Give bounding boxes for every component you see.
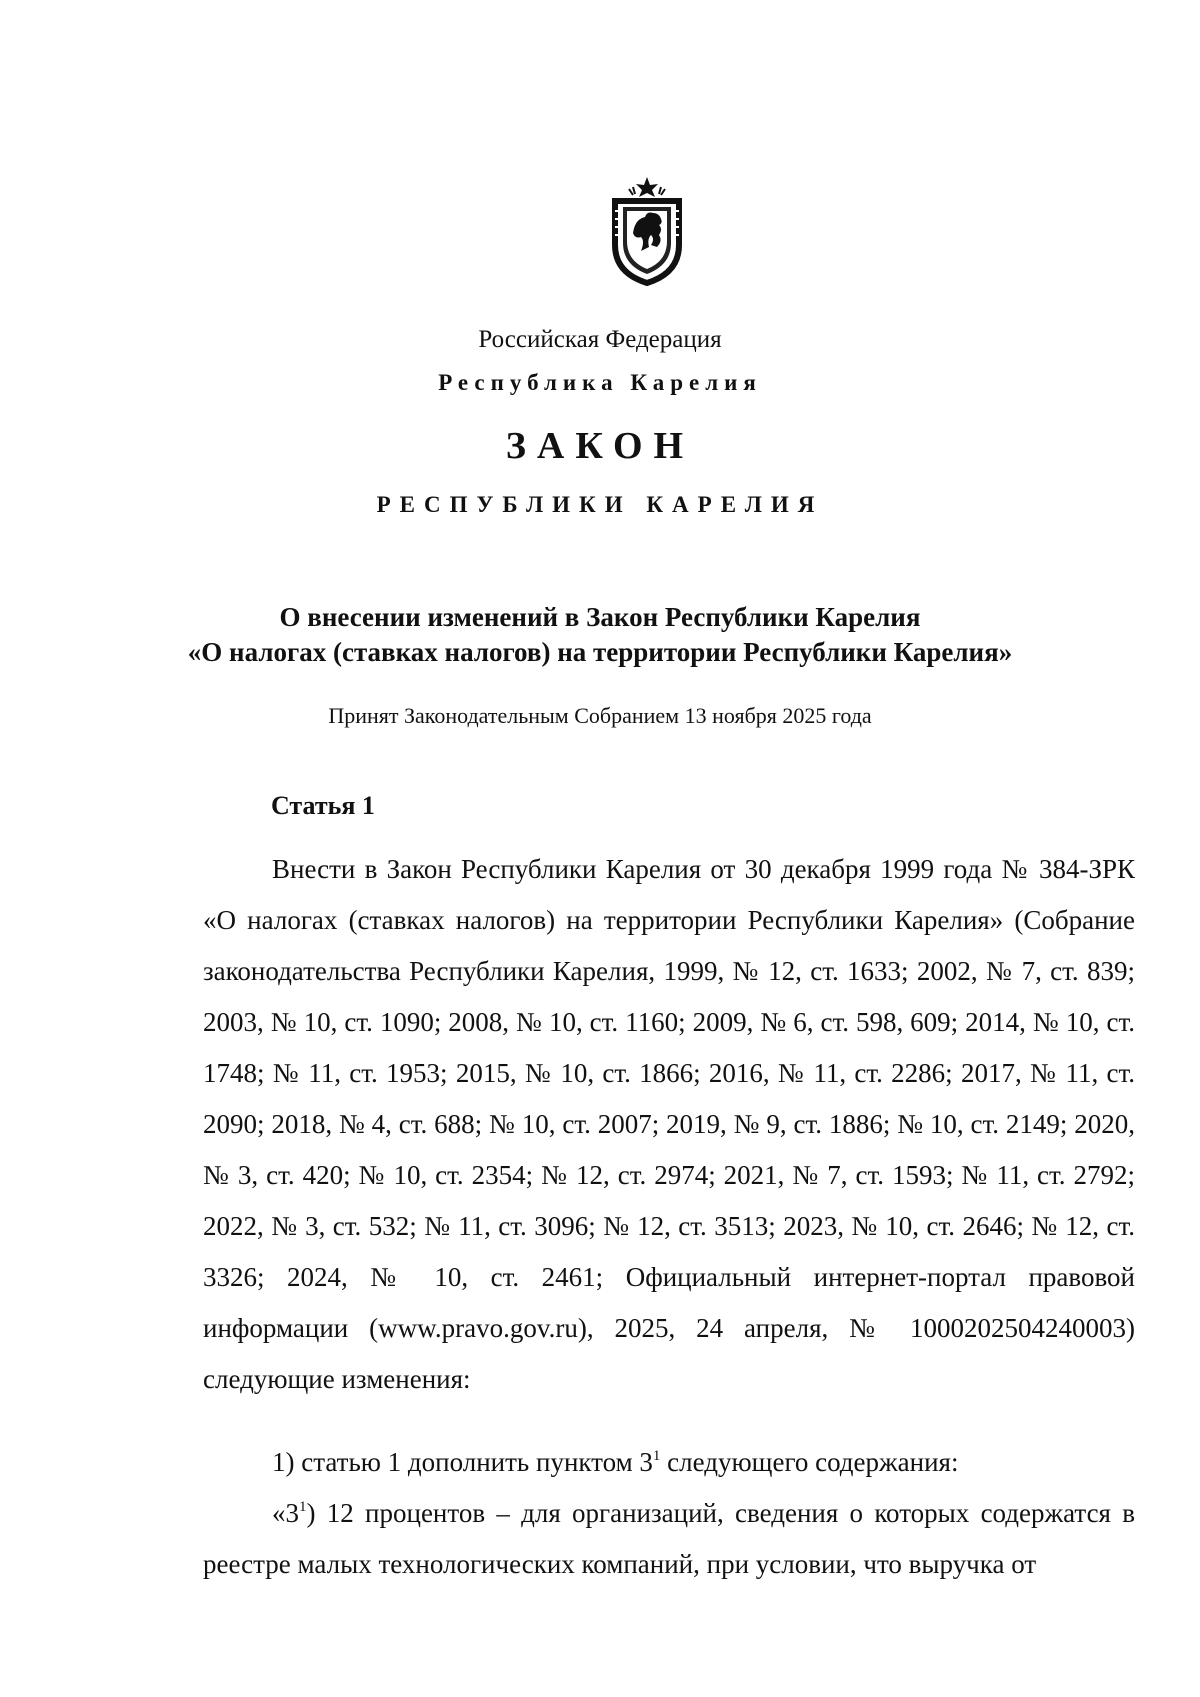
country-name: Российская Федерация — [478, 326, 722, 353]
law-heading: ЗАКОН — [505, 425, 695, 467]
amendment-item-2-text: «3 — [272, 1498, 299, 1528]
republic-name: Республика Карелия — [438, 370, 762, 395]
amendment-item-2-text-end: ) 12 процентов – для организаций, сведения о которых содержатся в реестре малых технологических компаний, при условии, что выручка от — [203, 1498, 1135, 1579]
amendment-item-2 — [203, 1488, 1135, 1590]
law-title — [0, 600, 1200, 670]
amendment-item-1-text: 1) статью 1 дополнить пунктом 3 — [272, 1447, 653, 1477]
superscript: 1 — [299, 1499, 307, 1515]
law-title-line-2: «О налогах (ставках налогов) на территории Республики Карелия» — [187, 637, 1013, 667]
amendment-item-1 — [203, 1437, 1135, 1488]
article-paragraph: Внести в Закон Республики Карелия от 30 декабря 1999 года № 384-ЗРК «О налогах (ставках налогов) на территории Республики Карелия» (Собрание законодательства Республики Карелия, 1999, № 12, ст. 1633; 2002, № 7, ст. 839; 2003, № 10, ст. 1090; 2008, № 10, ст. 1160; 2009, № 6, ст. 598, 609; 2014, № 10, ст. 1748; № 11, ст. 1953; 2015, № 10, ст. 1866; 2016, № 11, ст. 2286; 2017, № 11, ст. 2090; 2018, № 4, ст. 688; № 10, ст. 2007; 2019, № 9, ст. 1886; № 10, ст. 2149; 2020, № 3, ст. 420; № 10, ст. 2354; № 12, ст. 2974; 2021, № 7, ст. 1593; № 11, ст. 2792; 2022, № 3, ст. 532; № 11, ст. 3096; № 12, ст. 3513; 2023, № 10, ст. 2646; № 12, ст. 3326; 2024, № 10, ст. 2461; Официальный интернет-портал правовой информации (www.pravo.gov.ru), 2025, 24 апреля, № 1000202504240003) следующие изменения: — [203, 854, 1135, 1394]
superscript: 1 — [652, 1448, 661, 1464]
law-title-line-1: О внесении изменений в Закон Республики Карелия — [279, 602, 921, 632]
amendment-item-1-text-end: следующего содержания: — [660, 1447, 959, 1477]
karelia-coat-of-arms-icon — [607, 175, 687, 287]
law-subheading: РЕСПУБЛИКИ КАРЕЛИЯ — [376, 492, 824, 517]
adoption-note: Принят Законодательным Собранием 13 ноября 2025 года — [328, 703, 872, 728]
article-heading: Статья 1 — [271, 791, 375, 820]
